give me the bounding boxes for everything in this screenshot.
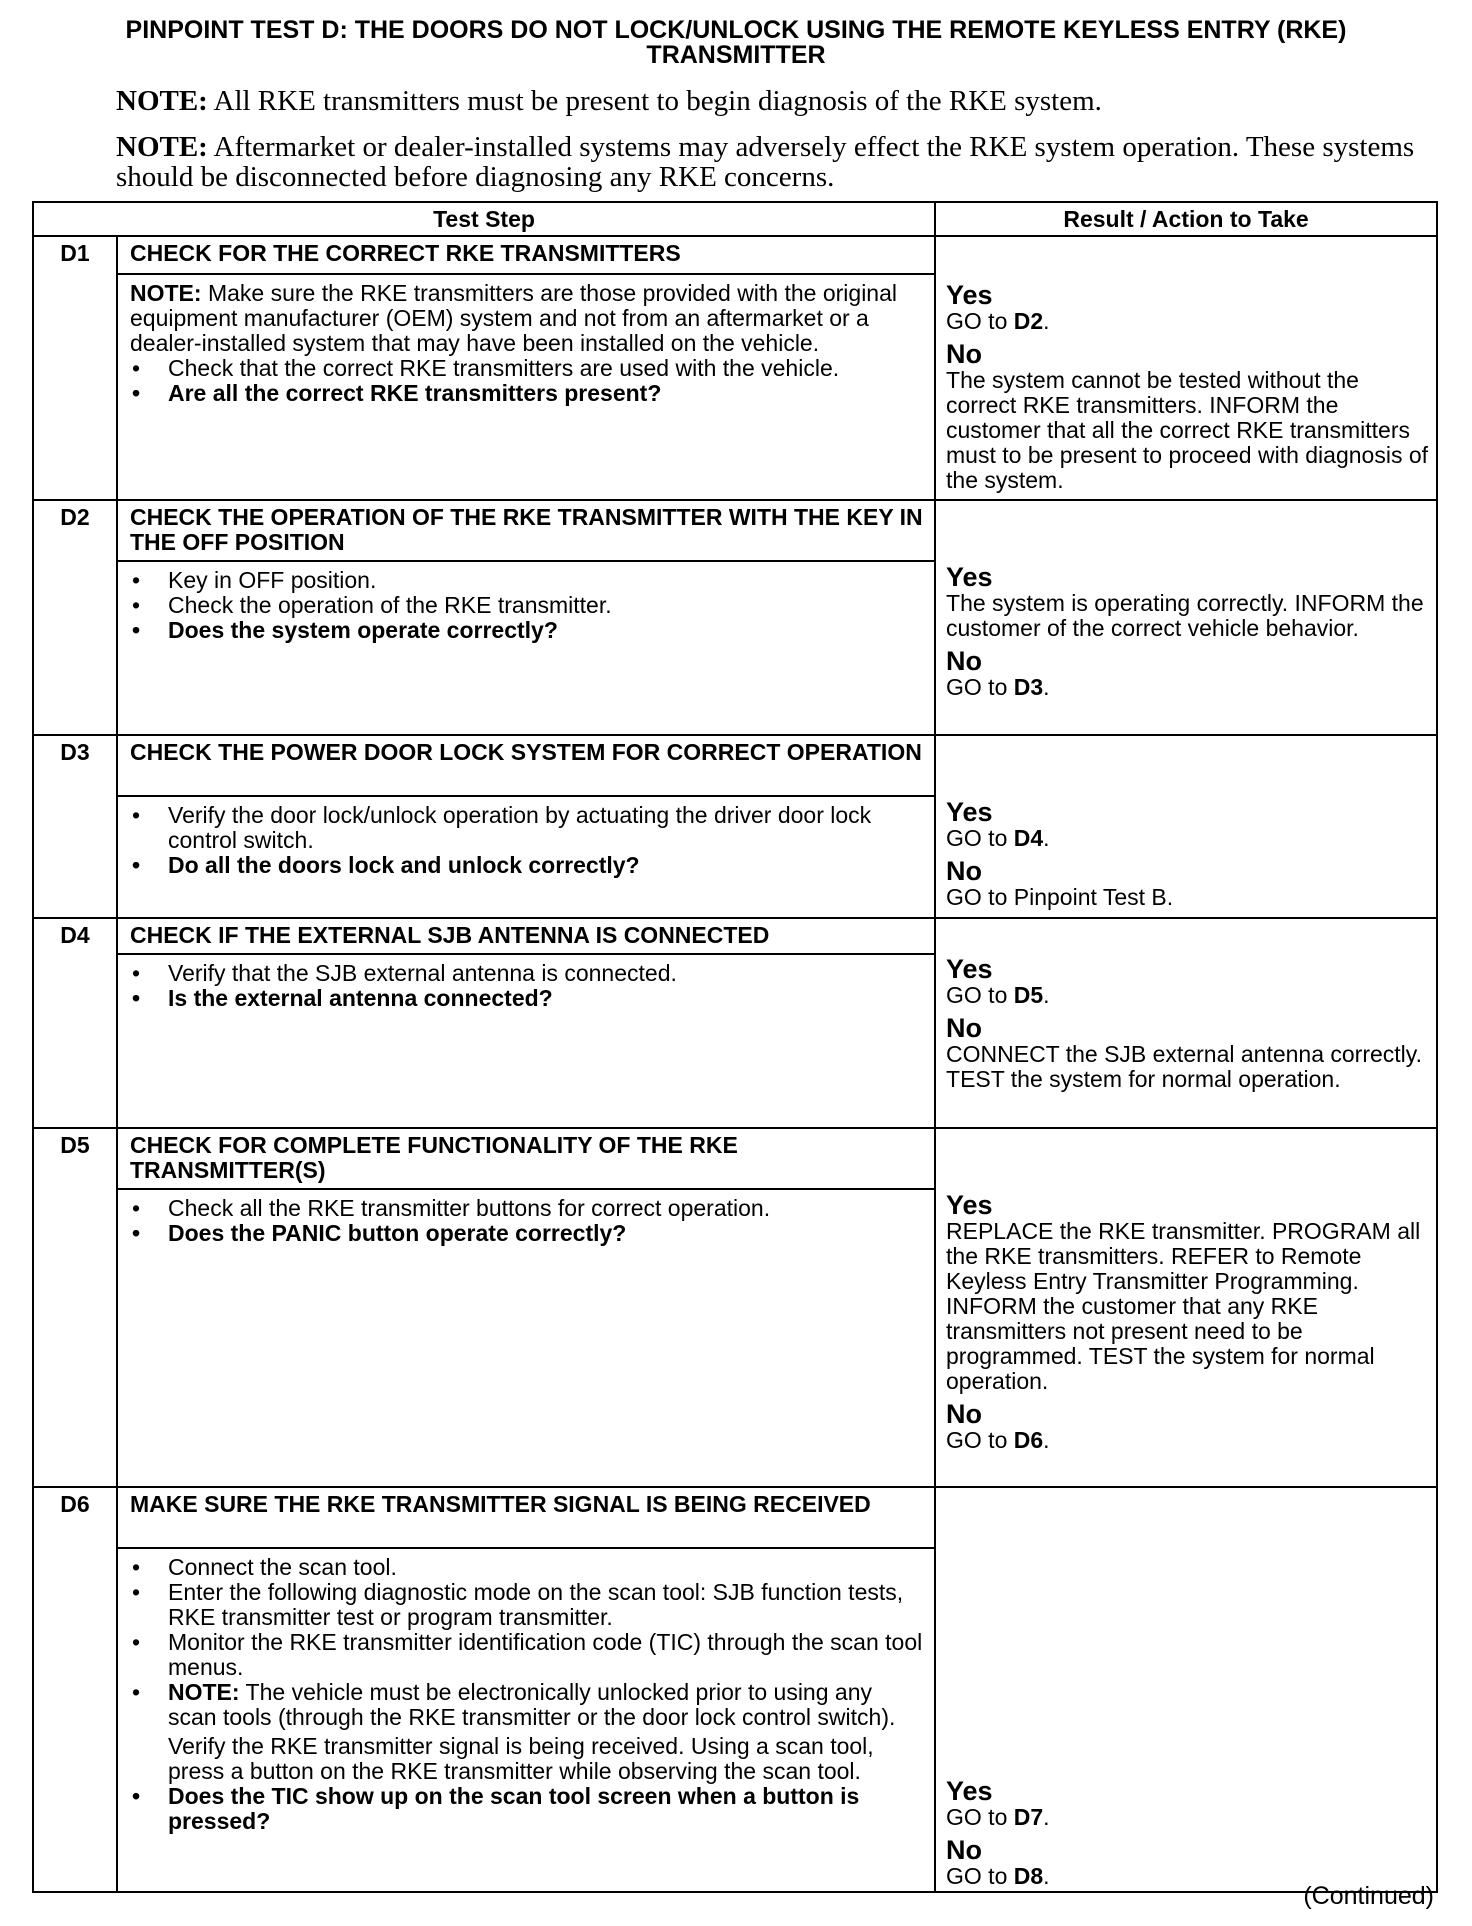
result-no-action: GO to D6. — [946, 1427, 1050, 1453]
note-2-label: NOTE: — [116, 131, 208, 163]
step-d1-header-row — [33, 236, 1437, 274]
step-d3-header-row — [33, 735, 1437, 796]
list-item: • Verify that the SJB external antenna is connected. — [130, 961, 924, 986]
result-yes-action: REPLACE the RKE transmitter. PROGRAM all the RKE transmitters. REFER to Remote Keyless Entry Transmitter Programming. INFORM the customer that any RKE transmitters not present need to be programmed. TEST the system for normal operation. — [946, 1218, 1421, 1394]
list-item: • Check the operation of the RKE transmitter. — [130, 593, 924, 618]
pinpoint-test-table — [32, 201, 1438, 1893]
step-body — [117, 1189, 935, 1487]
result-no-action: GO to Pinpoint Test B. — [946, 884, 1174, 910]
result-no-label: No — [946, 856, 983, 886]
note-1 — [116, 86, 1436, 116]
step-result — [935, 236, 1437, 500]
result-yes-action: GO to D4. — [946, 825, 1050, 851]
result-no-label: No — [946, 1399, 983, 1429]
result-yes-label: Yes — [946, 1190, 993, 1220]
page-title — [30, 18, 1442, 68]
step-id: D6 — [33, 1487, 117, 1892]
result-no-label: No — [946, 339, 983, 369]
continued-label: (Continued) — [1303, 1882, 1434, 1910]
list-item: • Key in OFF position. — [130, 568, 924, 593]
step-body — [117, 954, 935, 1128]
list-item-continuation: Verify the RKE transmitter signal is being received. Using a scan tool, press a button on the RKE transmitter while observing the scan tool. — [168, 1733, 874, 1784]
result-yes-label: Yes — [946, 1776, 993, 1806]
step-d2-header-row — [33, 500, 1437, 561]
step-d5-header-row — [33, 1128, 1437, 1189]
list-item: • Verify the door lock/unlock operation by actuating the driver door lock control switch. — [130, 803, 924, 853]
result-yes-label: Yes — [946, 954, 993, 984]
step-result — [935, 1487, 1437, 1892]
result-no-label: No — [946, 646, 983, 676]
step-id: D1 — [33, 236, 117, 500]
list-item: • Check that the correct RKE transmitters are used with the vehicle. — [130, 356, 924, 381]
step-question: • Is the external antenna connected? — [130, 986, 924, 1011]
col-result: Result / Action to Take — [935, 202, 1437, 236]
step-result — [935, 918, 1437, 1128]
result-no-action: The system cannot be tested without the correct RKE transmitters. INFORM the customer that all the correct RKE transmitters must to be present to proceed with diagnosis of the system. — [946, 367, 1429, 493]
step-header: CHECK IF THE EXTERNAL SJB ANTENNA IS CONNECTED — [117, 918, 935, 954]
result-yes-label: Yes — [946, 280, 993, 310]
step-question: • Are all the correct RKE transmitters present? — [130, 381, 924, 406]
step-bullets — [130, 961, 924, 1011]
note-2 — [116, 132, 1436, 192]
title-line-2: TRANSMITTER — [646, 41, 826, 69]
list-item: • Enter the following diagnostic mode on the scan tool: SJB function tests, RKE transmitter test or program transmitter. — [130, 1580, 924, 1630]
step-body — [117, 274, 935, 500]
step-body — [117, 796, 935, 918]
list-item: • Monitor the RKE transmitter identification code (TIC) through the scan tool menus. — [130, 1630, 924, 1680]
step-body — [117, 561, 935, 735]
result-no-action: GO to D3. — [946, 674, 1050, 700]
result-no-label: No — [946, 1013, 983, 1043]
step-bullets — [130, 1555, 924, 1834]
result-yes-action: GO to D2. — [946, 308, 1050, 334]
result-yes-label: Yes — [946, 797, 993, 827]
title-line-1: PINPOINT TEST D: THE DOORS DO NOT LOCK/UNLOCK USING THE REMOTE KEYLESS ENTRY (RKE) — [125, 16, 1347, 44]
result-no-action: GO to D8. — [946, 1863, 1050, 1889]
step-id: D3 — [33, 735, 117, 918]
step-body — [117, 1548, 935, 1892]
result-yes-action: GO to D5. — [946, 982, 1050, 1008]
step-result — [935, 1128, 1437, 1487]
result-no-label: No — [946, 1835, 983, 1865]
result-yes-label: Yes — [946, 562, 993, 592]
col-test-step: Test Step — [33, 202, 935, 236]
result-yes-action: GO to D7. — [946, 1804, 1050, 1830]
note-2-text: Aftermarket or dealer-installed systems may adversely effect the RKE system operation. These systems should be disconnected before diagnosing any RKE concerns. — [116, 131, 1415, 193]
step-bullets — [130, 568, 924, 643]
step-id: D4 — [33, 918, 117, 1128]
step-d4-header-row — [33, 918, 1437, 954]
step-bullets — [130, 803, 924, 878]
step-bullets — [130, 356, 924, 406]
step-question: • Does the TIC show up on the scan tool screen when a button is pressed? — [130, 1784, 924, 1834]
step-question: • Do all the doors lock and unlock correctly? — [130, 853, 924, 878]
list-item: • Check all the RKE transmitter buttons for correct operation. — [130, 1196, 924, 1221]
step-header: CHECK THE OPERATION OF THE RKE TRANSMITTER WITH THE KEY IN THE OFF POSITION — [117, 500, 935, 561]
result-yes-action: The system is operating correctly. INFORM the customer of the correct vehicle behavior. — [946, 590, 1424, 641]
step-header: CHECK FOR COMPLETE FUNCTIONALITY OF THE RKE TRANSMITTER(S) — [117, 1128, 935, 1189]
note-1-text: All RKE transmitters must be present to begin diagnosis of the RKE system. — [213, 85, 1102, 117]
list-item: • Connect the scan tool. — [130, 1555, 924, 1580]
step-question: • Does the PANIC button operate correctly? — [130, 1221, 924, 1246]
step-result — [935, 500, 1437, 735]
step-id: D5 — [33, 1128, 117, 1487]
step-result — [935, 735, 1437, 918]
step-header: CHECK THE POWER DOOR LOCK SYSTEM FOR CORRECT OPERATION — [117, 735, 935, 796]
step-d6-header-row — [33, 1487, 1437, 1548]
step-id: D2 — [33, 500, 117, 735]
step-note: NOTE: Make sure the RKE transmitters are those provided with the original equipment manufacturer (OEM) system and not from an aftermarket or a dealer-installed system that may have been installed on the vehicle. — [130, 279, 897, 356]
result-no-action: CONNECT the SJB external antenna correctly. TEST the system for normal operation. — [946, 1041, 1422, 1092]
table-header-row — [33, 202, 1437, 236]
step-question: • Does the system operate correctly? — [130, 618, 924, 643]
step-header: MAKE SURE THE RKE TRANSMITTER SIGNAL IS BEING RECEIVED — [117, 1487, 935, 1548]
step-bullets — [130, 1196, 924, 1246]
list-item-note: • NOTE: The vehicle must be electronically unlocked prior to using any scan tools (through the RKE transmitter or the door lock control switch). — [130, 1680, 924, 1730]
note-1-label: NOTE: — [116, 85, 208, 117]
step-header: CHECK FOR THE CORRECT RKE TRANSMITTERS — [117, 236, 935, 274]
